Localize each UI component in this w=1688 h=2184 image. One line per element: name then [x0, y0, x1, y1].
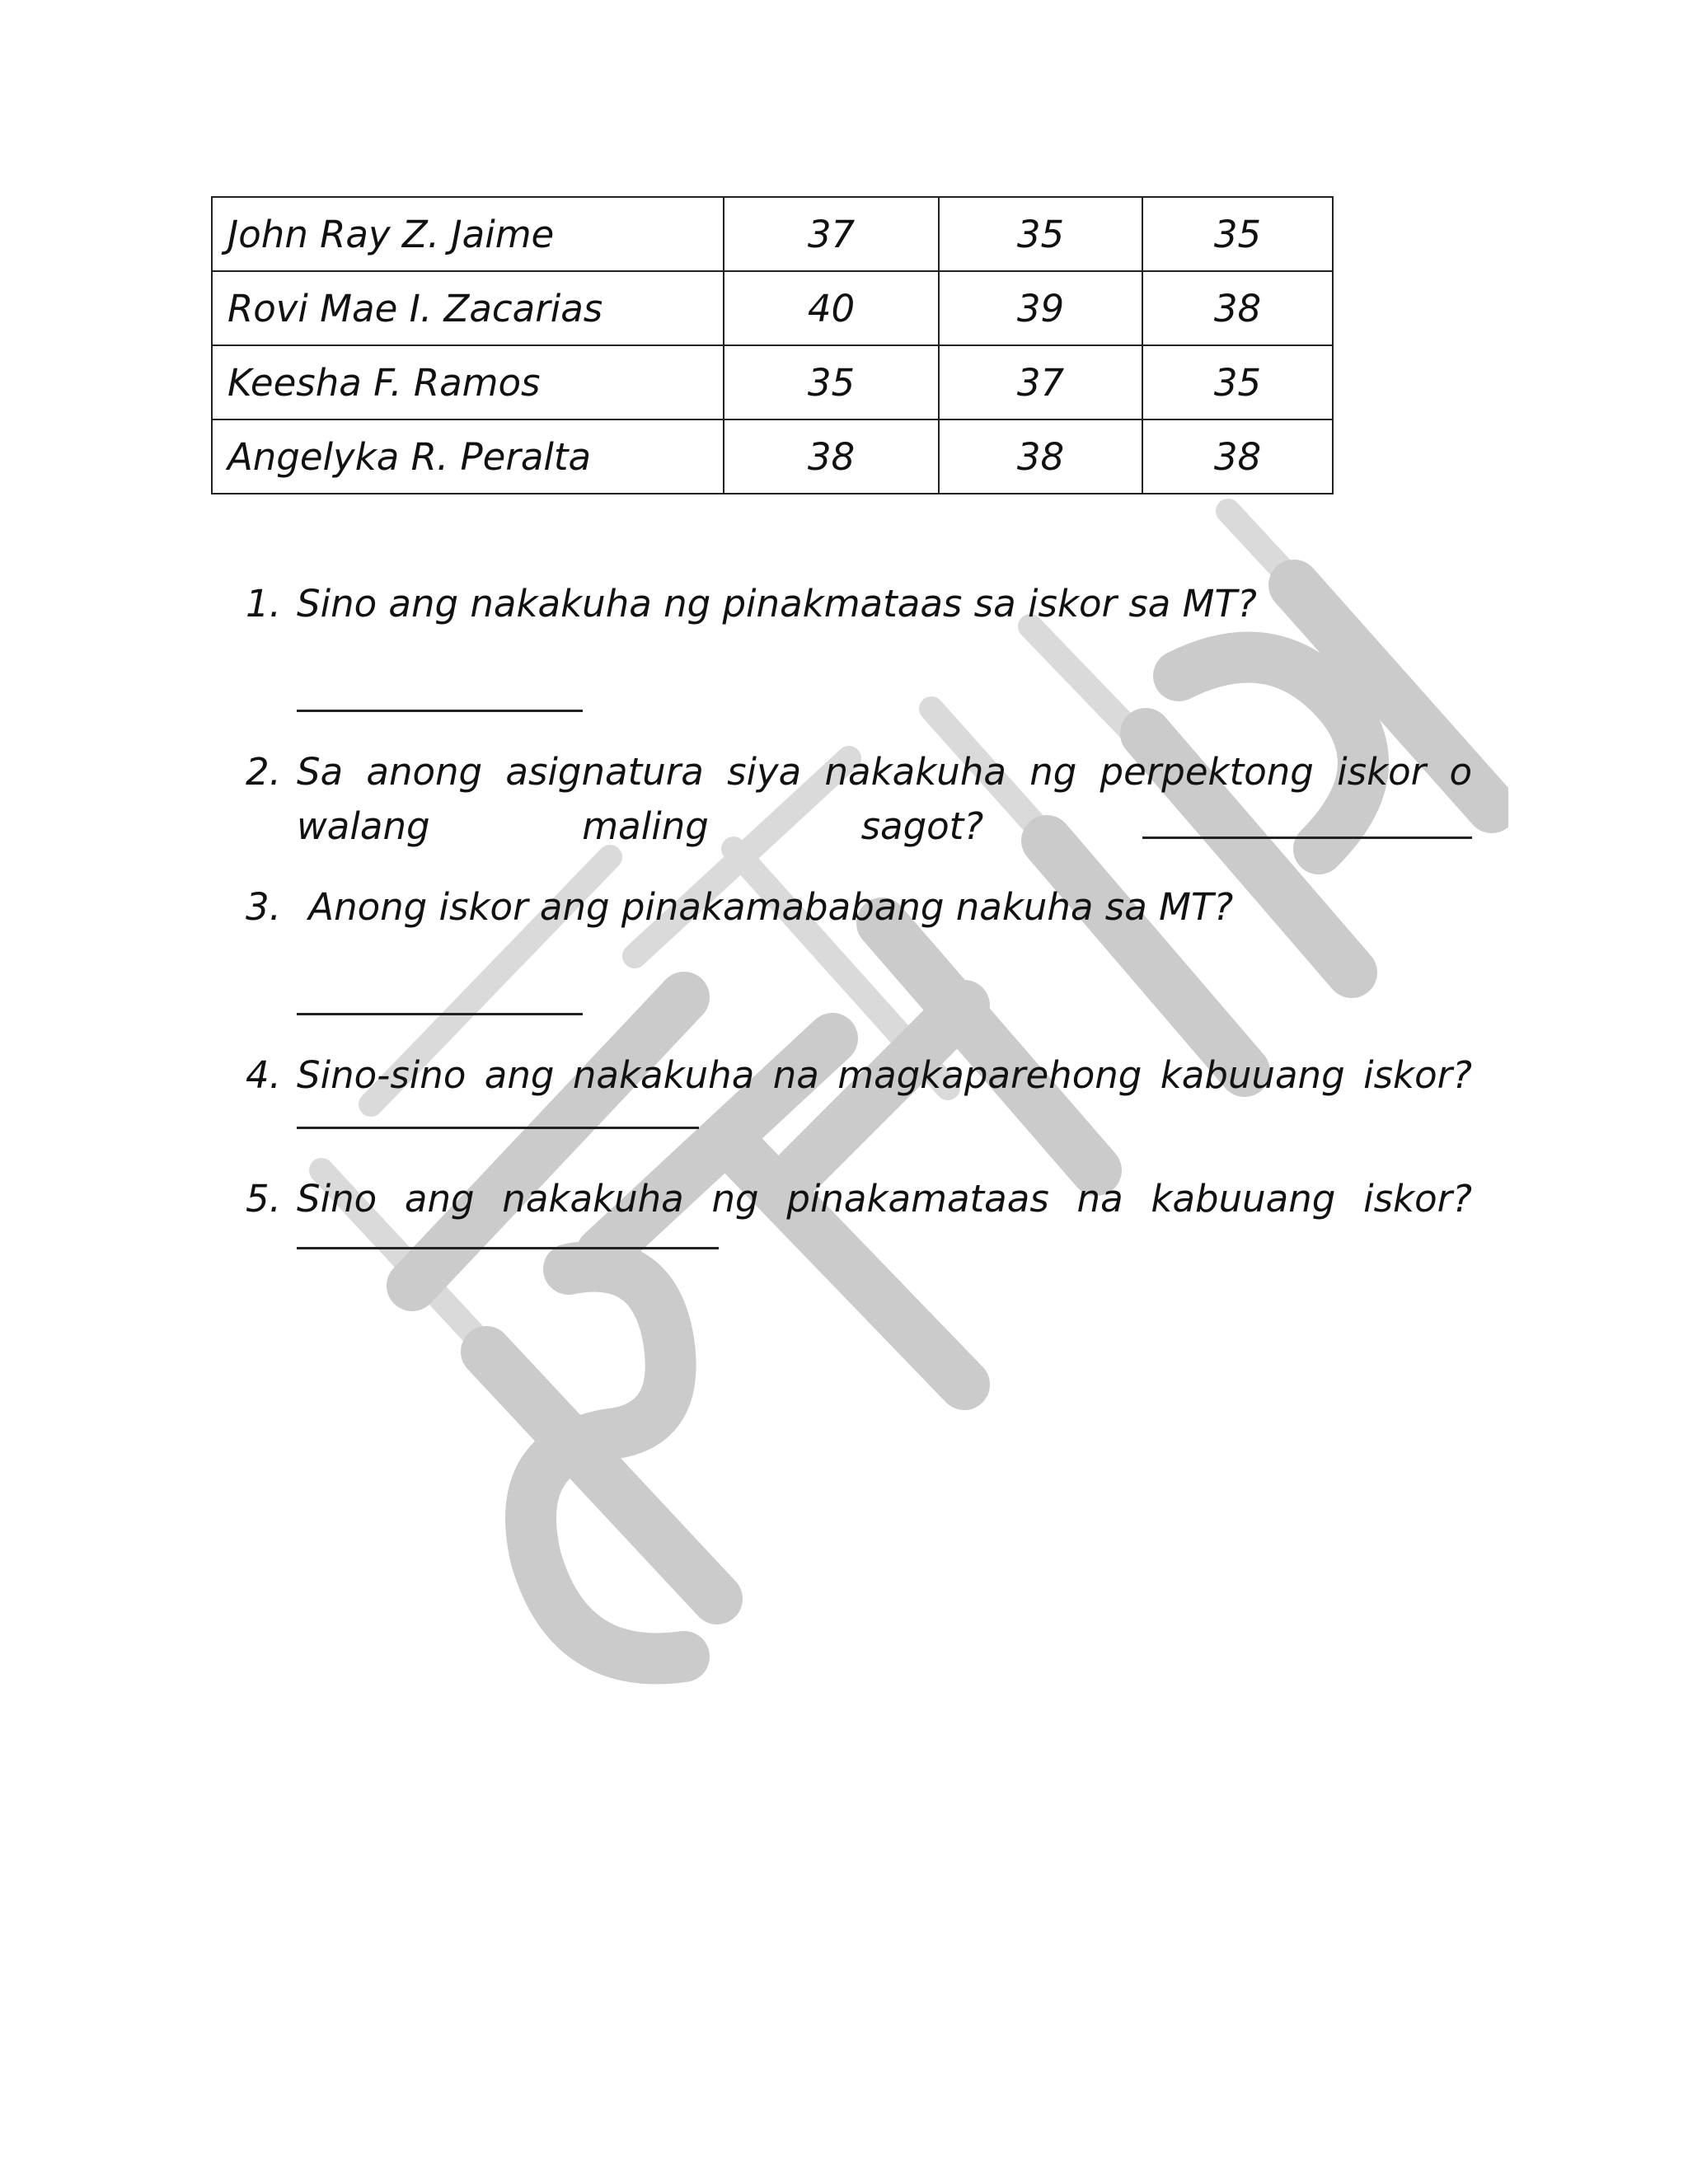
score-cell: 38: [1142, 419, 1333, 494]
score-cell: 37: [939, 345, 1142, 419]
score-cell: 35: [724, 345, 939, 419]
answer-blank[interactable]: [1142, 804, 1472, 839]
question-1: [246, 577, 1472, 631]
score-cell: 38: [724, 419, 939, 494]
table-row: [212, 345, 1333, 419]
question-5: [246, 1172, 1472, 1226]
score-cell: 40: [724, 271, 939, 345]
score-cell: 38: [939, 419, 1142, 494]
answer-blank[interactable]: [297, 707, 583, 712]
student-name: John Ray Z. Jaime: [212, 197, 724, 271]
score-cell: 38: [1142, 271, 1333, 345]
question-text: Sino ang nakakuha ng pinakmataas sa iskor sa MT?: [297, 582, 1257, 626]
student-name: Angelyka R. Peralta: [212, 419, 724, 494]
score-cell: 35: [1142, 197, 1333, 271]
table-row: [212, 197, 1333, 271]
score-cell: 39: [939, 271, 1142, 345]
score-cell: 37: [724, 197, 939, 271]
score-cell: 35: [1142, 345, 1333, 419]
score-cell: 35: [939, 197, 1142, 271]
question-number: 1.: [246, 582, 281, 626]
question-number: 4.: [246, 1053, 281, 1097]
question-number: 3.: [246, 885, 281, 929]
question-2: [246, 745, 1472, 854]
student-name: Keesha F. Ramos: [212, 345, 724, 419]
question-number: 5.: [246, 1177, 281, 1221]
table-row: [212, 271, 1333, 345]
question-list: [246, 577, 1472, 1268]
question-text: Sa anong asignatura siya nakakuha ng perpektong iskor o walang maling sagot?: [297, 750, 1472, 848]
question-4: [246, 1048, 1472, 1103]
answer-blank[interactable]: [297, 1244, 719, 1249]
question-number: 2.: [246, 750, 281, 794]
question-text: Sino-sino ang nakakuha na magkaparehong kabuuang iskor?: [297, 1053, 1472, 1097]
question-text: Sino ang nakakuha ng pinakamataas na kabuuang iskor?: [297, 1177, 1472, 1221]
answer-blank[interactable]: [297, 1124, 699, 1129]
student-name: Rovi Mae I. Zacarias: [212, 271, 724, 345]
table-row: [212, 419, 1333, 494]
answer-blank[interactable]: [297, 1010, 583, 1015]
score-table: [211, 196, 1334, 494]
question-3: [246, 880, 1472, 935]
question-text: Anong iskor ang pinakamababang nakuha sa MT?: [297, 885, 1234, 929]
